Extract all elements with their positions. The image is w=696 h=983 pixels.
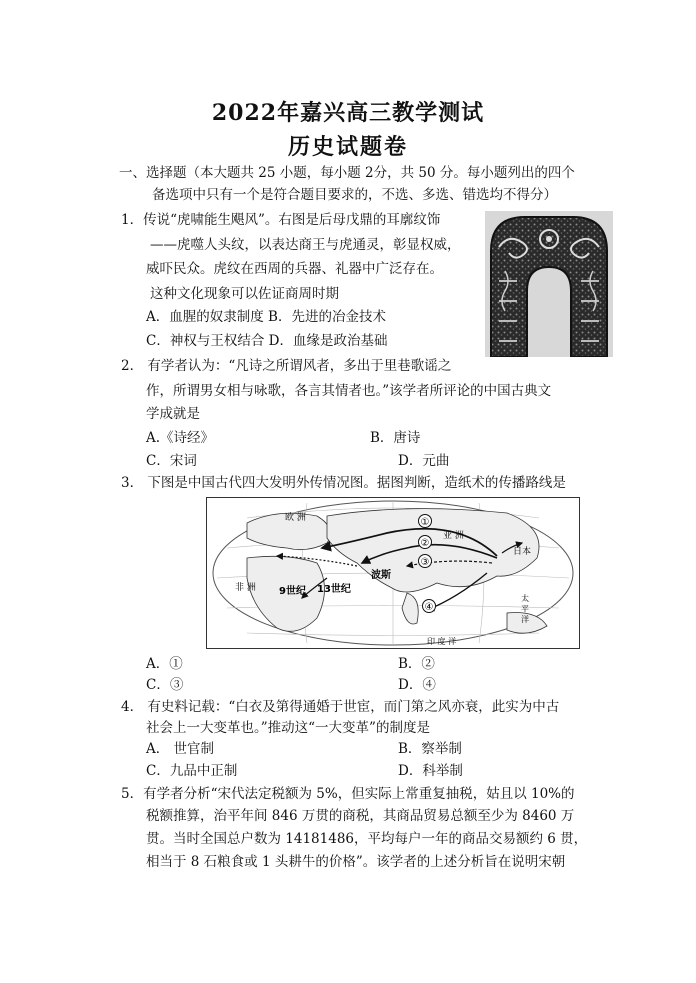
q3-line1: 3． 下图是中国古代四大发明外传情况图。据图判断，造纸术的传播路线是 [121, 475, 566, 491]
exam-subtitle: 历史试题卷 [287, 134, 408, 160]
q1-line2: ——虎噬人头纹，以表达商王与虎通灵，彰显权威， [150, 237, 461, 253]
map-label-japan: 日本 [513, 547, 532, 557]
q3-option-b: B．② [398, 656, 435, 672]
map-label-9th-century: 9世纪 [279, 586, 306, 597]
q5-line1: 5．有学者分析“宋代法定税额为 5%，但实际上常重复抽税，姑且以 10%的 [121, 786, 575, 802]
q5-line2: 税额推算，治平年间 846 万贯的商税，其商品贸易总额至少为 8460 万 [146, 808, 575, 824]
q1-line4: 这种文化现象可以佐证商周时期 [150, 286, 339, 302]
q4-line1: 4． 有史料记载：“白衣及第得通婚于世宦，而门第之风亦衰，此实为中古 [121, 699, 560, 715]
map-label-13th-century: 13世纪 [317, 584, 351, 595]
map-label-indian-ocean: 印 度 洋 [427, 637, 457, 646]
q2-line1: 2． 有学者认为：“凡诗之所谓风者，多出于里巷歌谣之 [121, 358, 452, 374]
map-label-africa: 非 洲 [235, 583, 256, 593]
map-label-europe: 欧 洲 [285, 513, 306, 523]
q1-line1: 1．传说“虎啸能生飓风”。右图是后母戊鼎的耳廓纹饰 [121, 212, 441, 228]
exam-title: 2022年嘉兴高三教学测试 [211, 100, 485, 126]
q4-option-c: C．九品中正制 [146, 763, 238, 779]
section-header-line2: 备选项中只有一个是符合题目要求的，不选、多选、错选均不得分） [152, 187, 557, 203]
bronze-ding-ornament-image [485, 211, 613, 357]
map-route-3-label: ③ [420, 557, 430, 568]
q2-option-b: B．唐诗 [370, 430, 421, 446]
q4-line2: 社会上一大变革也。”推动这“一大变革”的制度是 [146, 720, 430, 736]
q4-option-d: D．科举制 [398, 763, 463, 779]
section-header-line1: 一、选择题（本大题共 25 小题，每小题 2分，共 50 分。每小题列出的四个 [119, 165, 575, 181]
q3-option-d: D．④ [398, 677, 436, 693]
four-inventions-spread-map [206, 497, 580, 649]
q1-options-cd: C．神权与王权结合 D．血缘是政治基础 [146, 333, 388, 349]
map-label-asia: 亚 洲 [443, 531, 464, 541]
map-route-2-label: ② [420, 538, 430, 549]
q2-line3: 学成就是 [146, 406, 200, 422]
q3-option-a: A．① [146, 656, 183, 672]
q5-line4: 相当于 8 石粮食或 1 头耕牛的价格”。该学者的上述分析旨在说明宋朝 [146, 854, 566, 870]
q1-options-ab: A．血腥的奴隶制度 B．先进的冶金技术 [146, 309, 386, 325]
map-label-pacific: 太 平 洋 [520, 594, 530, 624]
q4-option-b: B．察举制 [398, 741, 462, 757]
map-label-persia: 波斯 [371, 570, 391, 581]
map-route-4-label: ④ [424, 602, 434, 613]
map-route-1-label: ① [420, 517, 430, 528]
q2-option-a: A.《诗经》 [146, 430, 215, 446]
q2-line2: 作，所谓男女相与咏歌，各言其情者也。”该学者所评论的中国古典文 [146, 383, 552, 399]
q2-option-c: C．宋词 [146, 453, 197, 469]
q2-option-d: D．元曲 [398, 453, 450, 469]
q4-option-a: A． 世官制 [146, 741, 215, 757]
q1-line3: 威吓民众。虎纹在西周的兵器、礼器中广泛存在。 [146, 261, 443, 277]
q3-option-c: C．③ [146, 677, 184, 693]
q5-line3: 贯。当时全国总户数为 14181486，平均每户一年的商品交易额约 6 贯， [146, 831, 588, 847]
